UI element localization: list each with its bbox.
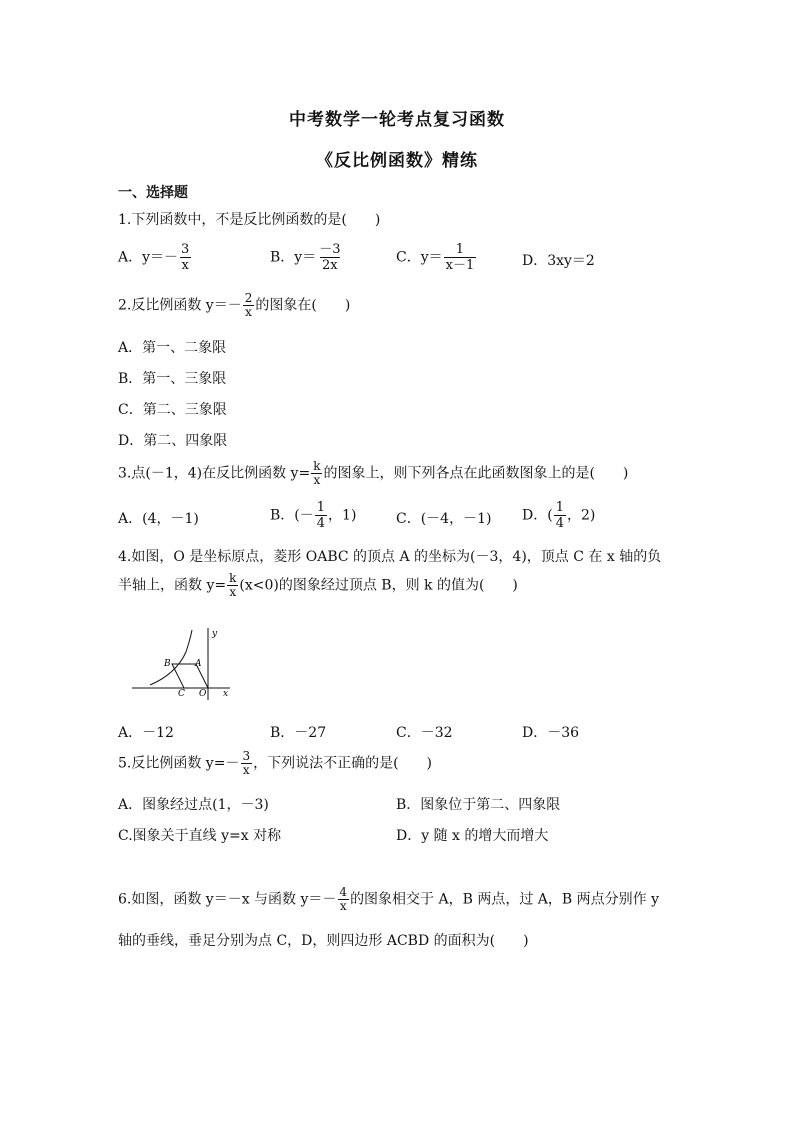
q1-option-a: A．y＝－ $\frac{3}{x}$ [118, 242, 190, 273]
q3-option-c: C．(－4，－1) [396, 511, 492, 527]
q6-stem-line1: 6.如图，函数 y＝－x 与函数 y＝－ $\frac{4}{x}$ 的图象相交于 A，B 两点，过 A，B 两点分别作 y [118, 885, 660, 913]
x-axis-label: x [223, 689, 229, 699]
rhombus-oabc [172, 664, 208, 688]
q1-option-c: C．y＝ $\frac{1}{x-1}$ [396, 242, 475, 273]
q3-stem: 3.点(－1，4)在反比例函数 y= $\frac{k}{x}$ 的图象上，则下列各点在此函数图象上的是( ) [118, 459, 629, 487]
q1-option-b: B．y＝ $\frac{-3}{2x}$ [270, 242, 341, 273]
q2-option-b: B．第一、三象限 [118, 371, 227, 387]
q5-stem: 5.反比例函数 y=－ $\frac{3}{x}$ ，下列说法不正确的是( ) [118, 749, 433, 777]
section-heading: 一、选择题 [118, 185, 188, 201]
q6-stem-line2: 轴的垂线，垂足分别为点 C，D，则四边形 ACBD 的面积为( ) [118, 933, 529, 949]
q2-option-d: D．第二、四象限 [118, 433, 228, 449]
q5-option-c: C.图象关于直线 y=x 对称 [118, 828, 282, 844]
q5-option-b: B．图象位于第二、四象限 [396, 797, 561, 813]
q4-option-c: C．－32 [396, 725, 453, 741]
q2-option-a: A．第一、二象限 [118, 340, 227, 356]
y-axis-label: y [212, 629, 218, 639]
point-o-label: O [199, 689, 207, 699]
rhombus-hyperbola-figure [128, 624, 238, 704]
q4-option-d: D．－36 [522, 725, 580, 741]
q1-option-d: D．3xy＝2 [522, 253, 595, 269]
page-subtitle: 《反比例函数》精练 [316, 151, 478, 171]
q4-stem-line2: 半轴上，函数 y= $\frac{k}{x}$ (x<0)的图象经过顶点 B，则 k 的值为( ) [118, 571, 518, 599]
hyperbola-curve [150, 630, 192, 685]
point-b-label: B [164, 659, 171, 669]
q3-option-a: A．(4，－1) [118, 511, 199, 527]
q4-option-a: A．－12 [118, 725, 174, 741]
page-title: 中考数学一轮考点复习函数 [289, 110, 505, 130]
q4-option-b: B．－27 [270, 725, 327, 741]
q1-stem: 1.下列函数中，不是反比例函数的是( ) [118, 212, 381, 228]
point-a-label: A [195, 659, 202, 669]
q3-option-b: B．(－ $\frac{1}{4}$ ，1) [270, 500, 357, 531]
q3-option-d: D．( $\frac{1}{4}$ ，2) [522, 500, 596, 531]
q5-option-d: D．y 随 x 的增大而增大 [396, 828, 549, 844]
q2-stem: 2.反比例函数 y＝－ $\frac{2}{x}$ 的图象在( ) [118, 291, 351, 319]
q5-option-a: A．图象经过点(1，－3) [118, 797, 269, 813]
point-c-label: C [178, 689, 185, 699]
q2-option-c: C．第二、三象限 [118, 402, 227, 418]
q4-stem-line1: 4.如图，O 是坐标原点，菱形 OABC 的顶点 A 的坐标为(－3，4)，顶点 C 在 x 轴的负 [118, 549, 662, 565]
